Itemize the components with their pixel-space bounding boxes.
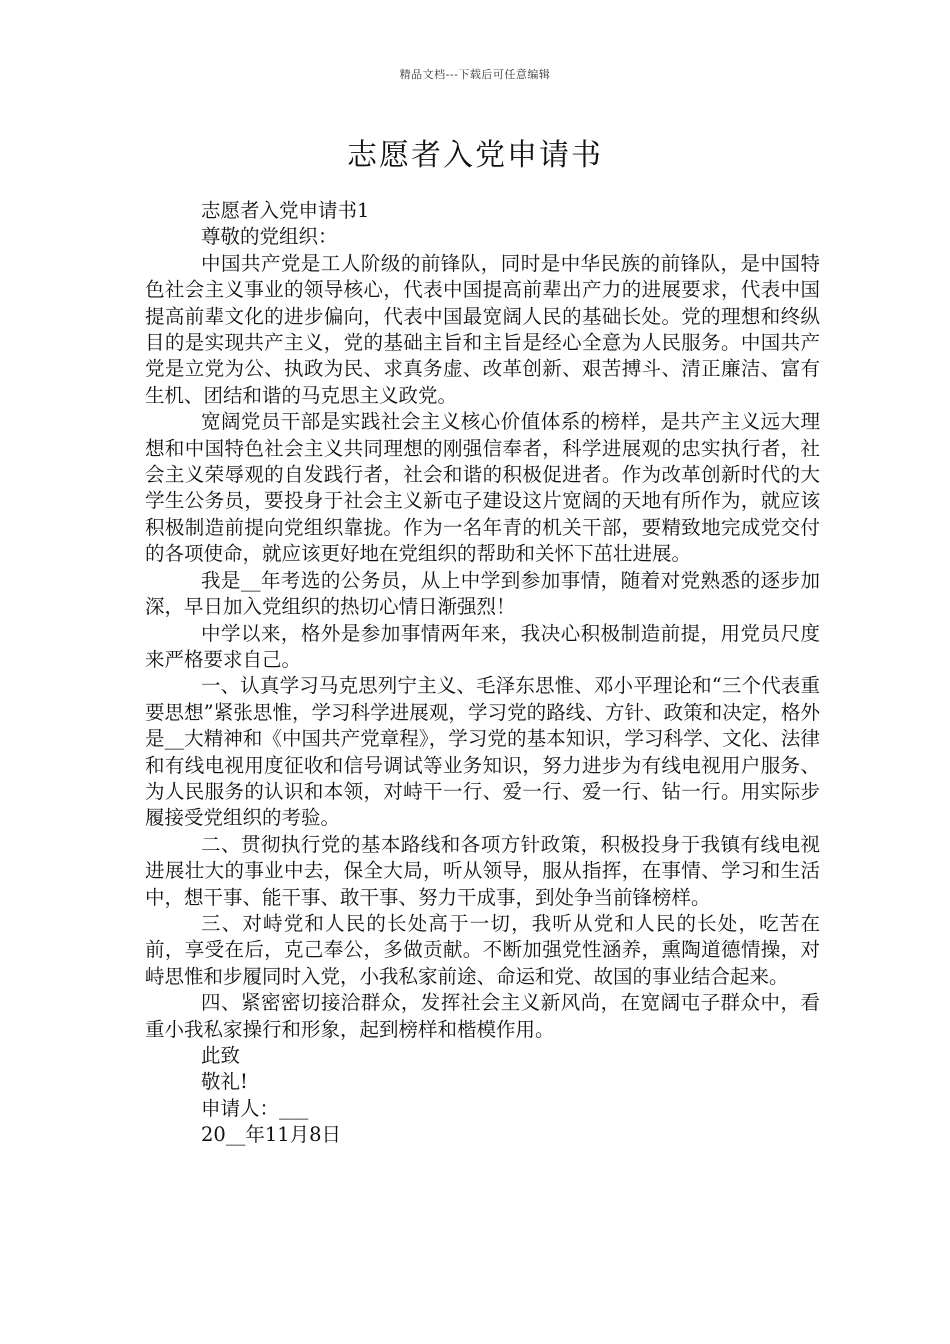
paragraph-6: 二、贯彻执行党的基本路线和各项方针政策，积极投身于我镇有线电视进展壮大的事业中去，保全大局，听从领导，服从指挥，在事情、学习和生活中，想干事、能干事、敢干事、努力干成事，到处争当前锋榜样。: [145, 832, 820, 909]
salutation: 尊敬的党组织：: [201, 225, 338, 249]
closing-line-2: 敬礼!: [201, 1070, 248, 1094]
closing-line-1: 此致: [201, 1044, 241, 1067]
document-title: 志愿者入党申请书: [347, 138, 603, 173]
paragraph-1: 中国共产党是工人阶级的前锋队，同时是中华民族的前锋队，是中国特色社会主义事业的领导核心，代表中国提高前辈出产力的进展要求，代表中国提高前辈文化的进步偏向，代表中国最宽阔人民的基础长处。党的理想和终纵目的是实现共产主义，党的基础主旨和主旨是经心全意为人民服务。中国共产党是立党为公、执政为民、求真务虚、改革创新、艰苦搏斗、清正廉洁、富有生机、团结和谐的马克思主义政党。: [145, 251, 820, 407]
paragraph-4: 中学以来，格外是参加事情两年来，我决心积极制造前提，用党员尺度来严格要求自己。: [145, 621, 820, 671]
paragraph-3: 我是__年考选的公务员，从上中学到参加事情，随着对党熟悉的逐步加深，早日加入党组织的热切心情日渐强烈！: [145, 568, 820, 619]
paragraph-8: 四、紧密密切接洽群众，发挥社会主义新风尚，在宽阔屯子群众中，看重小我私家操行和形象，起到榜样和楷模作用。: [145, 991, 820, 1041]
paragraph-2: 宽阔党员干部是实践社会主义核心价值体系的榜样，是共产主义远大理想和中国特色社会主义共同理想的刚强信奉者，科学进展观的忠实执行者，社会主义荣辱观的自发践行者，社会和谐的积极促进者。作为改革创新时代的大学生公务员，要投身于社会主义新屯子建设这片宽阔的天地有所作为，就应该积极制造前提向党组织靠拢。作为一名年青的机关干部，要精致地完成党交付的各项使命，就应该更好地在党组织的帮助和关怀下茁壮进展。: [145, 410, 820, 566]
applicant-line: 申请人：___: [201, 1096, 309, 1120]
date-line: 20__年11月8日: [201, 1123, 342, 1147]
header-note: 精品文档---下载后可任意编辑: [399, 68, 551, 81]
paragraph-5: 一、认真学习马克思列宁主义、毛泽东思惟、邓小平理论和“三个代表重要思想”紧张思惟，学习科学进展观，学习党的路线、方针、政策和决定，格外是__大精神和《中国共产党章程》，学习党的基本知识，学习科学、文化、法律和有线电视用度征收和信号调试等业务知识，努力进步为有线电视用户服务、为人民服务的认识和本领，对峙干一行、爱一行、爱一行、钻一行。用实际步履接受党组织的考验。: [145, 674, 820, 830]
paragraph-7: 三、对峙党和人民的长处高于一切，我听从党和人民的长处，吃苦在前，享受在后，克己奉公，多做贡献。不断加强党性涵养，熏陶道德情操，对峙思惟和步履同时入党，小我私家前途、命运和党、故国的事业结合起来。: [145, 911, 820, 988]
document-body: [145, 198, 820, 1149]
subtitle: 志愿者入党申请书1: [201, 199, 370, 222]
